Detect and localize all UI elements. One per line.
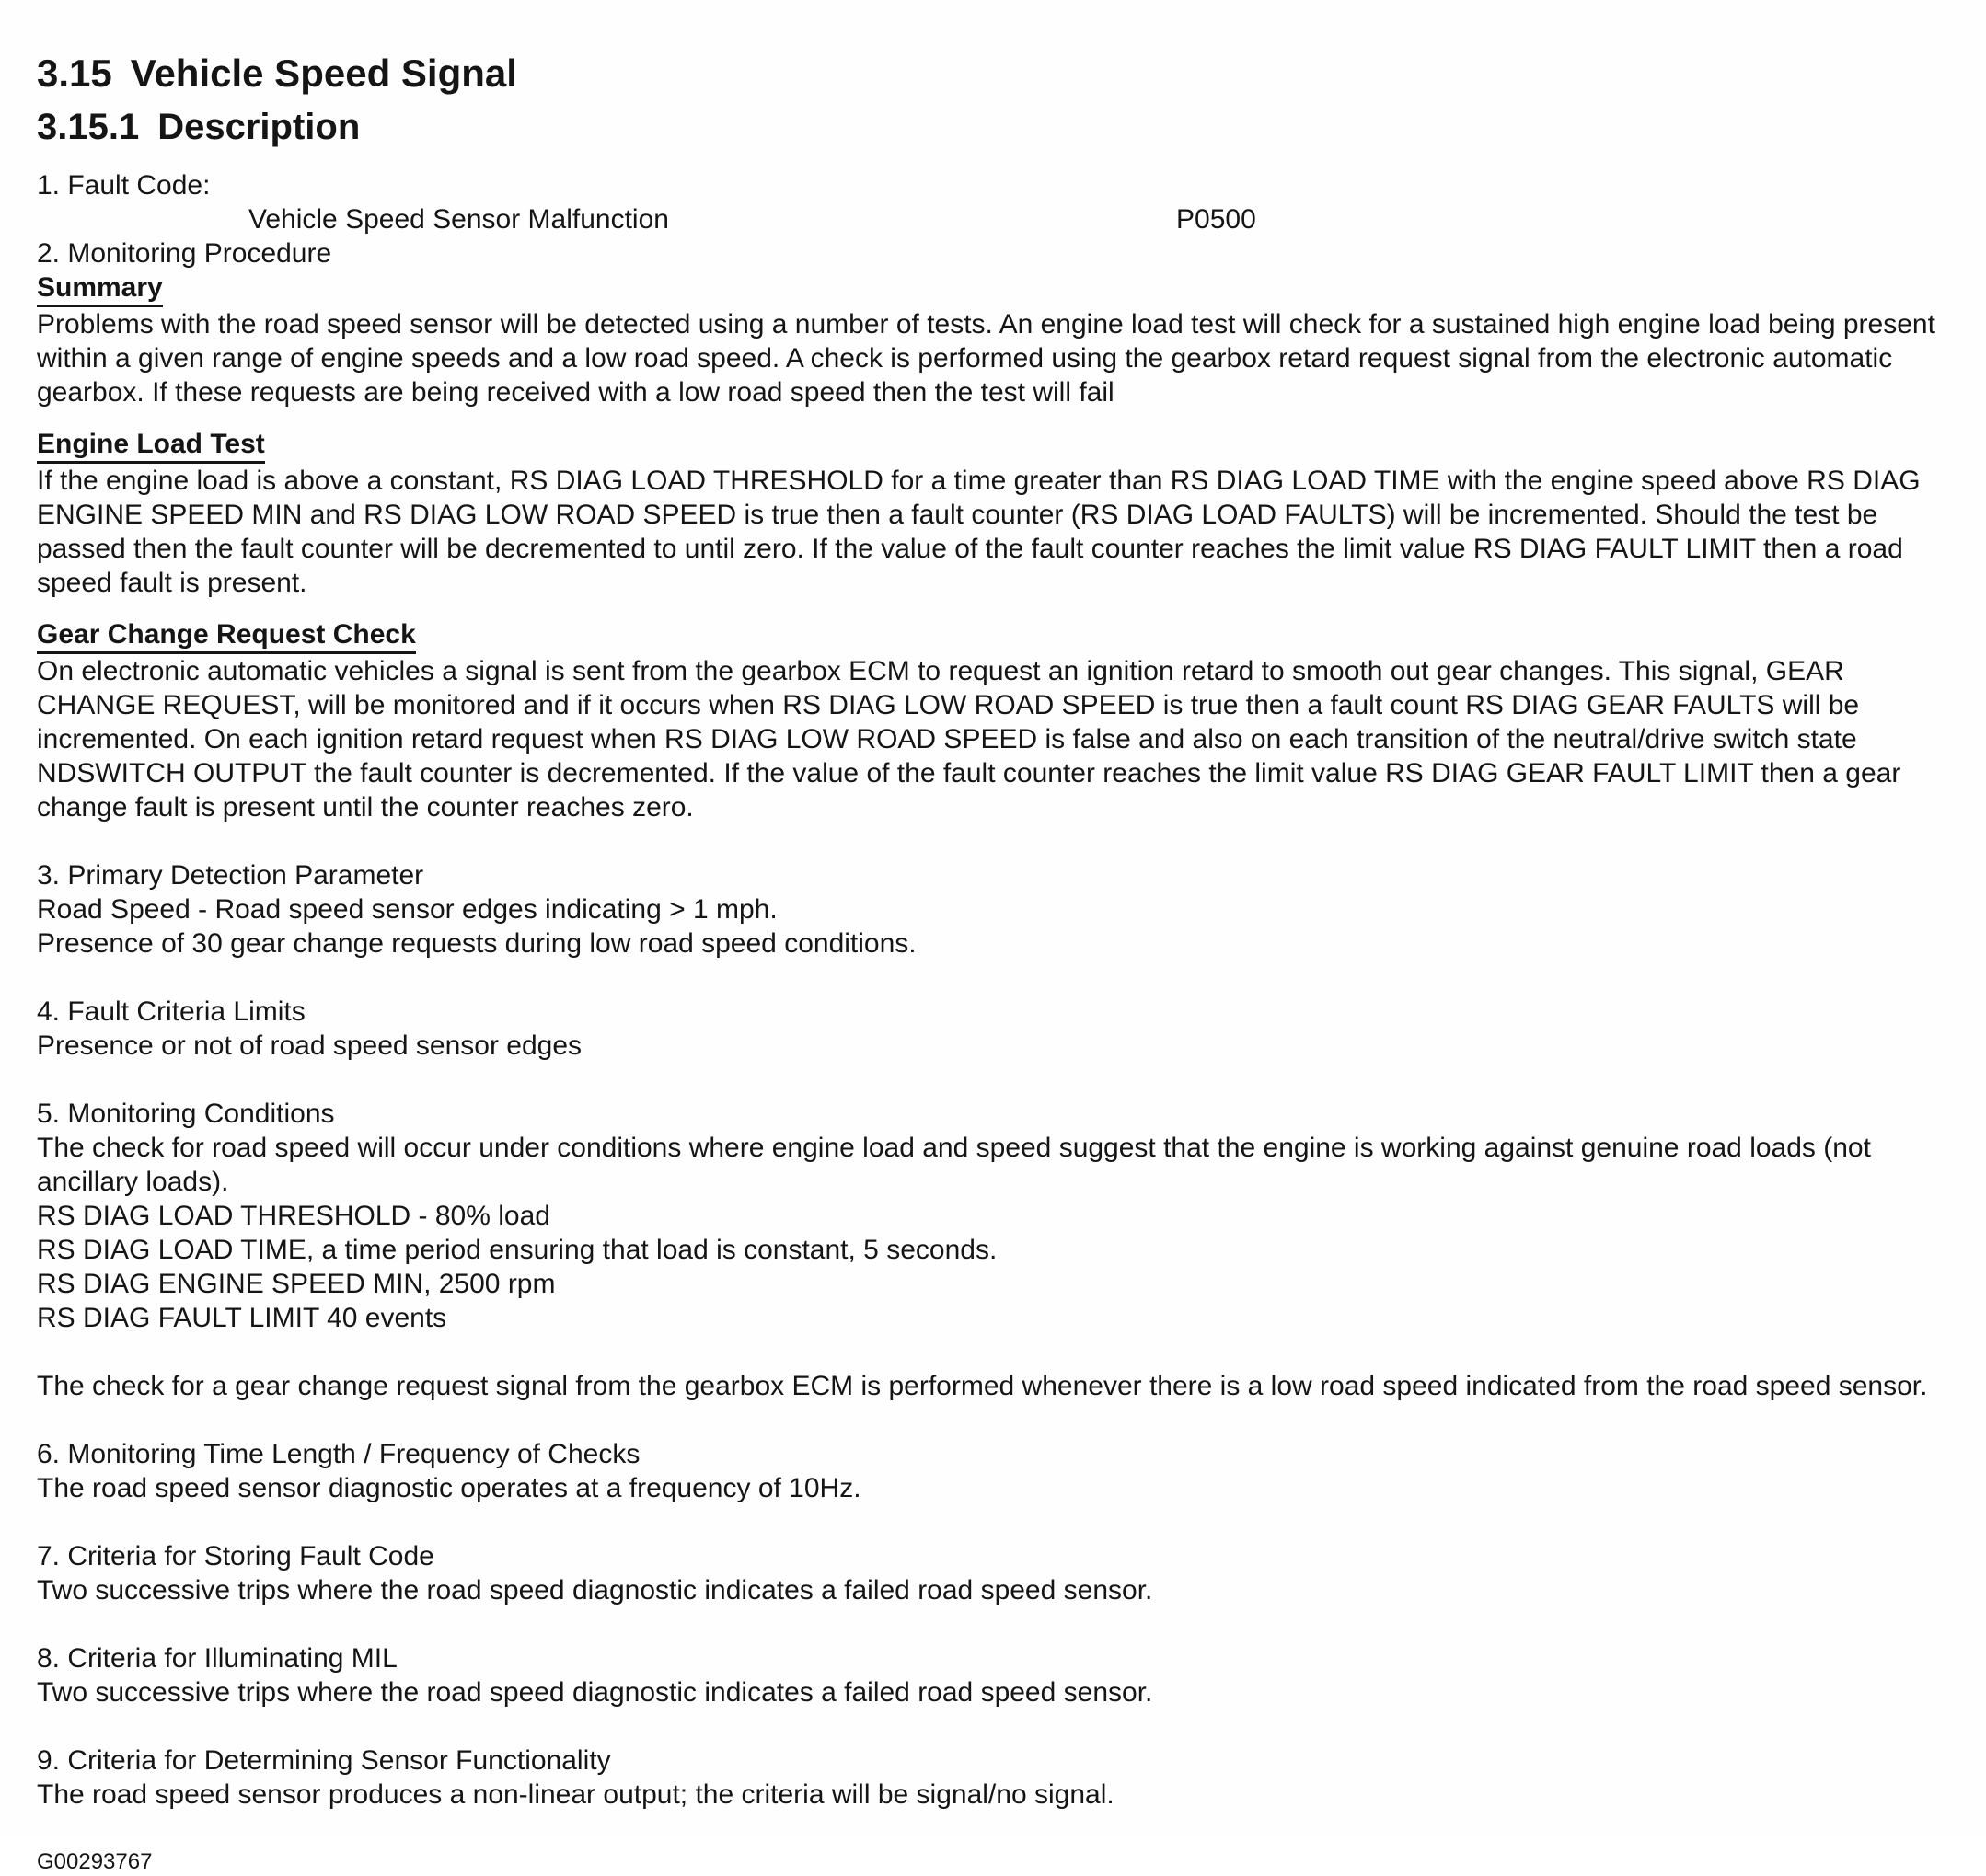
section-title-number: 3.15.1	[37, 107, 140, 147]
section-label: 9. Criteria for Determining Sensor Functionality	[37, 1745, 611, 1776]
gear-change-paragraph: On electronic automatic vehicles a signal is sent from the gearbox ECM to request an ignition retard to smooth out gear changes. This signal, GEAR CHANGE REQUEST, will be monitored and if it occurs when RS DIAG LOW ROAD SPEED is true then a fault count RS DIAG GEAR FAULTS will be incremented. On each ignition retard request when RS DIAG LOW ROAD SPEED is false and also on each transition of the neutral/drive switch state NDSWITCH OUTPUT the fault counter is decremented. If the value of the fault counter reaches the limit value RS DIAG GEAR FAULT LIMIT then a gear change fault is present until the counter reaches zero.	[37, 656, 1901, 823]
section-line: The road speed sensor produces a non-linear output; the criteria will be signal/no signal.	[37, 1779, 1114, 1810]
section-sensor-functionality	[37, 1744, 1955, 1812]
summary-heading-row	[37, 270, 1955, 307]
section-line: The check for road speed will occur under conditions where engine load and speed suggest that the engine is working against genuine road loads (not ancillary loads).	[37, 1133, 1871, 1197]
section-monitoring-time	[37, 1437, 1955, 1505]
gear-change-heading-row	[37, 617, 1955, 654]
section-label: 7. Criteria for Storing Fault Code	[37, 1541, 434, 1571]
fault-code-name: Vehicle Speed Sensor Malfunction	[248, 204, 669, 235]
section-line: Two successive trips where the road speed diagnostic indicates a failed road speed sensor.	[37, 1575, 1153, 1606]
fault-code-row	[37, 202, 1955, 236]
section-line: Presence or not of road speed sensor edges	[37, 1030, 583, 1061]
section-label: 5. Monitoring Conditions	[37, 1099, 335, 1129]
doc-title-text: Vehicle Speed Signal	[130, 52, 517, 95]
section-line: RS DIAG FAULT LIMIT 40 events	[37, 1303, 447, 1333]
section-title-text: Description	[157, 107, 361, 147]
section-label: 3. Primary Detection Parameter	[37, 860, 424, 891]
figure-id: G00293767	[37, 1849, 153, 1874]
section-illuminating-mil	[37, 1641, 1955, 1709]
monitoring-procedure-label: 2. Monitoring Procedure	[37, 238, 332, 269]
section-line: RS DIAG LOAD TIME, a time period ensuring that load is constant, 5 seconds.	[37, 1235, 998, 1265]
engine-load-paragraph: If the engine load is above a constant, RS DIAG LOAD THRESHOLD for a time greater than RS DIAG LOAD TIME with the engine speed above RS DIAG ENGINE SPEED MIN and RS DIAG LOW ROAD SPEED is true then a fault counter (RS DIAG LOAD FAULTS) will be incremented. Should the test be passed then the fault counter will be decremented to until zero. If the value of the fault counter reaches the limit value RS DIAG FAULT LIMIT then a road speed fault is present.	[37, 466, 1921, 598]
section-label: 6. Monitoring Time Length / Frequency of Checks	[37, 1439, 641, 1469]
section-fault-criteria	[37, 995, 1955, 1063]
section-line: RS DIAG LOAD THRESHOLD - 80% load	[37, 1201, 550, 1231]
section-storing-fault-code	[37, 1539, 1955, 1607]
summary-heading: Summary	[37, 272, 163, 307]
gear-change-heading: Gear Change Request Check	[37, 619, 416, 654]
section-label: 8. Criteria for Illuminating MIL	[37, 1643, 398, 1674]
doc-title	[37, 52, 1955, 96]
section-primary-detection	[37, 858, 1955, 961]
section-line: RS DIAG ENGINE SPEED MIN, 2500 rpm	[37, 1269, 556, 1299]
section-title	[37, 107, 1955, 148]
summary-paragraph: Problems with the road speed sensor will be detected using a number of tests. An engine load test will check for a sustained high engine load being present within a given range of engine speeds and a low road speed. A check is performed using the gearbox retard request signal from the electronic automatic gearbox. If these requests are being received with a low road speed then the test will fail	[37, 309, 1935, 408]
engine-load-heading-row	[37, 427, 1955, 464]
fault-code-value: P0500	[1176, 204, 1256, 235]
section-line: Two successive trips where the road speed diagnostic indicates a failed road speed sensor.	[37, 1677, 1153, 1708]
engine-load-heading: Engine Load Test	[37, 429, 265, 464]
section-line: Road Speed - Road speed sensor edges indicating > 1 mph.	[37, 894, 778, 925]
section-line: Presence of 30 gear change requests during low road speed conditions.	[37, 928, 917, 959]
fault-code-label: 1. Fault Code:	[37, 170, 211, 201]
section-line: The road speed sensor diagnostic operates at a frequency of 10Hz.	[37, 1473, 861, 1503]
section-monitoring-conditions	[37, 1097, 1955, 1335]
gear-check-note: The check for a gear change request signal from the gearbox ECM is performed whenever there is a low road speed indicated from the road speed sensor.	[37, 1371, 1928, 1401]
doc-title-number: 3.15	[37, 52, 112, 95]
section-label: 4. Fault Criteria Limits	[37, 996, 306, 1027]
